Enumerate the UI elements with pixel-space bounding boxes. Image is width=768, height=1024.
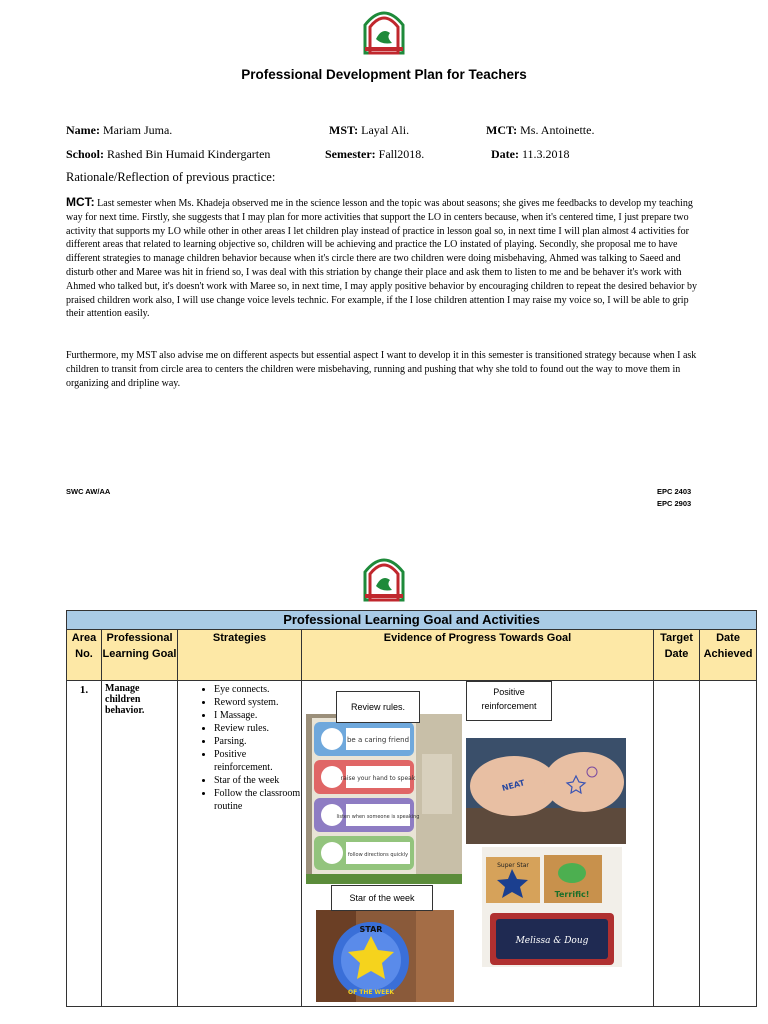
goal-text: Manage children behavior.	[102, 681, 178, 1007]
date-value: 11.3.2018	[521, 147, 570, 161]
semester-label: Semester:	[325, 147, 376, 161]
school-label: School:	[66, 147, 105, 161]
stamp-label-1: Super Star	[497, 862, 529, 869]
badge-top-text: STAR	[359, 925, 383, 934]
rules-chart-photo	[306, 714, 462, 884]
reflection-paragraph-1	[66, 196, 706, 321]
col-header-evidence: Evidence of Progress Towards Goal	[302, 630, 654, 681]
reflection-text-1: Last semester when Ms. Khadeja observed me in the science lesson and the topic was about seasons; she gives me feedbacks to develop my teaching way for next time. Firstly, she suggests that I may plan for more activities that support the LO in centers because, when it's centered time, I just prepare two activity that supports my LO while other in other areas I let children play instead of practice in lesson goal so, in next time I will plan almost 4 activities for different areas that related to learning objective so, children will be achieving and practice the LO instated of playing. Secondly, she proposal me to have different strategies to manage children behavior because when it's circle there are two children were doing misbehaving, Ahmed was talking to Saeed and disturb other and Maree was hit in friend so, I was deal with this striation by change their place and ask them to listen to me and be behaver it's work with Ahmed who talked but, it's doesn't work with Maree so, in next time, I may apply positive behavior by encouraging children to repeat the desired behavior by praised children work also, I will use change voice levels technic. For example, if the I lose children attention I may raise my voice so, I will be able to grip their attention easily.	[66, 198, 697, 320]
rationale-heading: Rationale/Reflection of previous practice:	[66, 170, 276, 184]
college-logo-icon	[362, 550, 406, 602]
hand-stamps-photo	[466, 738, 626, 844]
strategies-list	[178, 683, 301, 813]
mst-label: MST:	[329, 123, 359, 137]
semester-value: Fall2018.	[378, 147, 425, 161]
target-date-cell	[654, 681, 700, 1007]
name-value: Mariam Juma.	[102, 123, 173, 137]
list-item: • I Massage.	[214, 709, 301, 722]
col-header-area: Area No.	[67, 630, 102, 681]
name-field	[66, 123, 172, 138]
star-of-week-photo	[316, 910, 454, 1002]
list-item: • Eye connects.	[214, 683, 301, 696]
col-header-date-achieved: Date Achieved	[700, 630, 757, 681]
mct-field	[486, 123, 594, 138]
strategies-cell	[178, 681, 302, 1007]
list-item: • Follow the classroom routine	[214, 787, 301, 813]
list-item: • Positive reinforcement.	[214, 748, 301, 774]
stamp-set-photo	[482, 847, 622, 967]
table-title: Professional Learning Goal and Activities	[67, 611, 757, 630]
col-header-strategies: Strategies	[178, 630, 302, 681]
chart-label-3: listen when someone is speaking	[336, 814, 420, 820]
chart-label-2: raise your hand to speak	[340, 775, 416, 782]
list-item: • Reword system.	[214, 696, 301, 709]
footer-left: SWC AW/AA	[66, 487, 111, 496]
area-number: 1.	[67, 681, 102, 1007]
list-item: • Parsing.	[214, 735, 301, 748]
semester-field	[325, 147, 424, 162]
col-header-goal: Professional Learning Goal	[102, 630, 178, 681]
date-label: Date:	[491, 147, 519, 161]
college-logo-icon	[362, 3, 406, 55]
stamp-label-2: Terrific!	[554, 890, 590, 899]
chart-label-1: be a caring friend	[346, 736, 410, 744]
footer-right	[657, 486, 691, 510]
page-title: Professional Development Plan for Teachers	[241, 67, 527, 82]
mst-field	[329, 123, 409, 138]
list-item: • Review rules.	[214, 722, 301, 735]
caption-positive-reinforcement: Positive reinforcement	[466, 681, 552, 721]
badge-bottom-text: OF THE WEEK	[347, 989, 395, 996]
chart-label-4: follow directions quickly	[347, 852, 409, 858]
name-label: Name:	[66, 123, 100, 137]
ink-pad-label: Melissa & Doug	[515, 936, 589, 946]
list-item: • Star of the week	[214, 774, 301, 787]
footer-course-2: EPC 2903	[657, 499, 692, 508]
caption-star-of-the-week: Star of the week	[331, 885, 433, 911]
mst-value: Layal Ali.	[361, 123, 410, 137]
col-header-target-date: Target Date	[654, 630, 700, 681]
school-field	[66, 147, 270, 162]
reflection-mct-label: MCT:	[66, 195, 95, 209]
mct-value: Ms. Antoinette.	[520, 123, 595, 137]
date-field	[491, 147, 570, 162]
school-value: Rashed Bin Humaid Kindergarten	[107, 147, 271, 161]
reflection-paragraph-2: Furthermore, my MST also advise me on different aspects but essential aspect I want to develop it in this semester is transitioned strategy because when I ask children to transit from circle area to centers the children were misbehaving, running and pushing that why she told to found out the way to move them in organizing and dripline way.	[66, 350, 697, 389]
mct-label: MCT:	[486, 123, 518, 137]
hand-stamp-text: NEAT	[500, 778, 526, 793]
date-achieved-cell	[700, 681, 757, 1007]
caption-review-rules: Review rules.	[336, 691, 420, 723]
footer-course-1: EPC 2403	[657, 487, 692, 496]
